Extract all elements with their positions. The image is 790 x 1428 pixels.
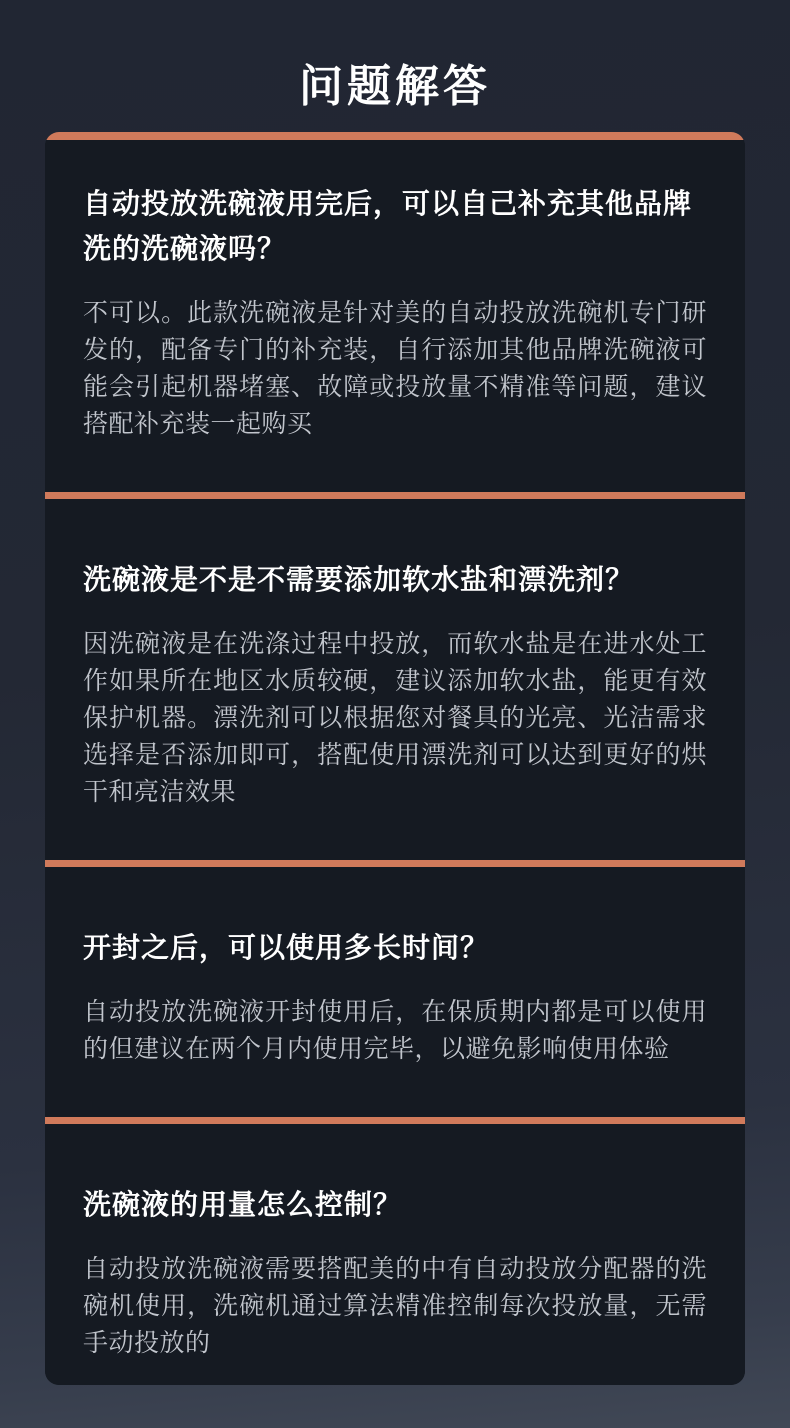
accent-top-bar	[45, 132, 745, 140]
faq-card-stack	[45, 132, 745, 1385]
section-divider	[45, 860, 745, 867]
page-title: 问题解答	[299, 62, 491, 111]
page-header	[0, 0, 790, 132]
faq-card	[45, 140, 745, 492]
faq-answer: 因洗碗液是在洗涤过程中投放，而软水盐是在进水处工作如果所在地区水质较硬，建议添加软水盐，能更有效保护机器。漂洗剂可以根据您对餐具的光亮、光洁需求选择是否添加即可，搭配使用漂洗剂可以达到更好的烘干和亮洁效果	[83, 630, 707, 806]
faq-question: 洗碗液是不是不需要添加软水盐和漂洗剂？	[83, 564, 635, 595]
faq-card	[45, 1124, 745, 1385]
section-divider	[45, 1117, 745, 1124]
faq-answer: 自动投放洗碗液开封使用后，在保质期内都是可以使用的但建议在两个月内使用完毕，以避免影响使用体验	[83, 998, 707, 1063]
faq-question: 洗碗液的用量怎么控制？	[83, 1189, 403, 1220]
faq-answer: 自动投放洗碗液需要搭配美的中有自动投放分配器的洗碗机使用，洗碗机通过算法精准控制每次投放量，无需手动投放的	[83, 1255, 707, 1357]
faq-list	[45, 140, 745, 1385]
faq-card	[45, 867, 745, 1117]
faq-card	[45, 499, 745, 860]
section-divider	[45, 492, 745, 499]
faq-answer: 不可以。此款洗碗液是针对美的自动投放洗碗机专门研发的，配备专门的补充装，自行添加其他品牌洗碗液可能会引起机器堵塞、故障或投放量不精准等问题，建议搭配补充装一起购买	[83, 299, 707, 438]
faq-question: 开封之后，可以使用多长时间？	[83, 932, 490, 963]
faq-question: 自动投放洗碗液用完后，可以自己补充其他品牌洗的洗碗液吗？	[83, 188, 693, 264]
